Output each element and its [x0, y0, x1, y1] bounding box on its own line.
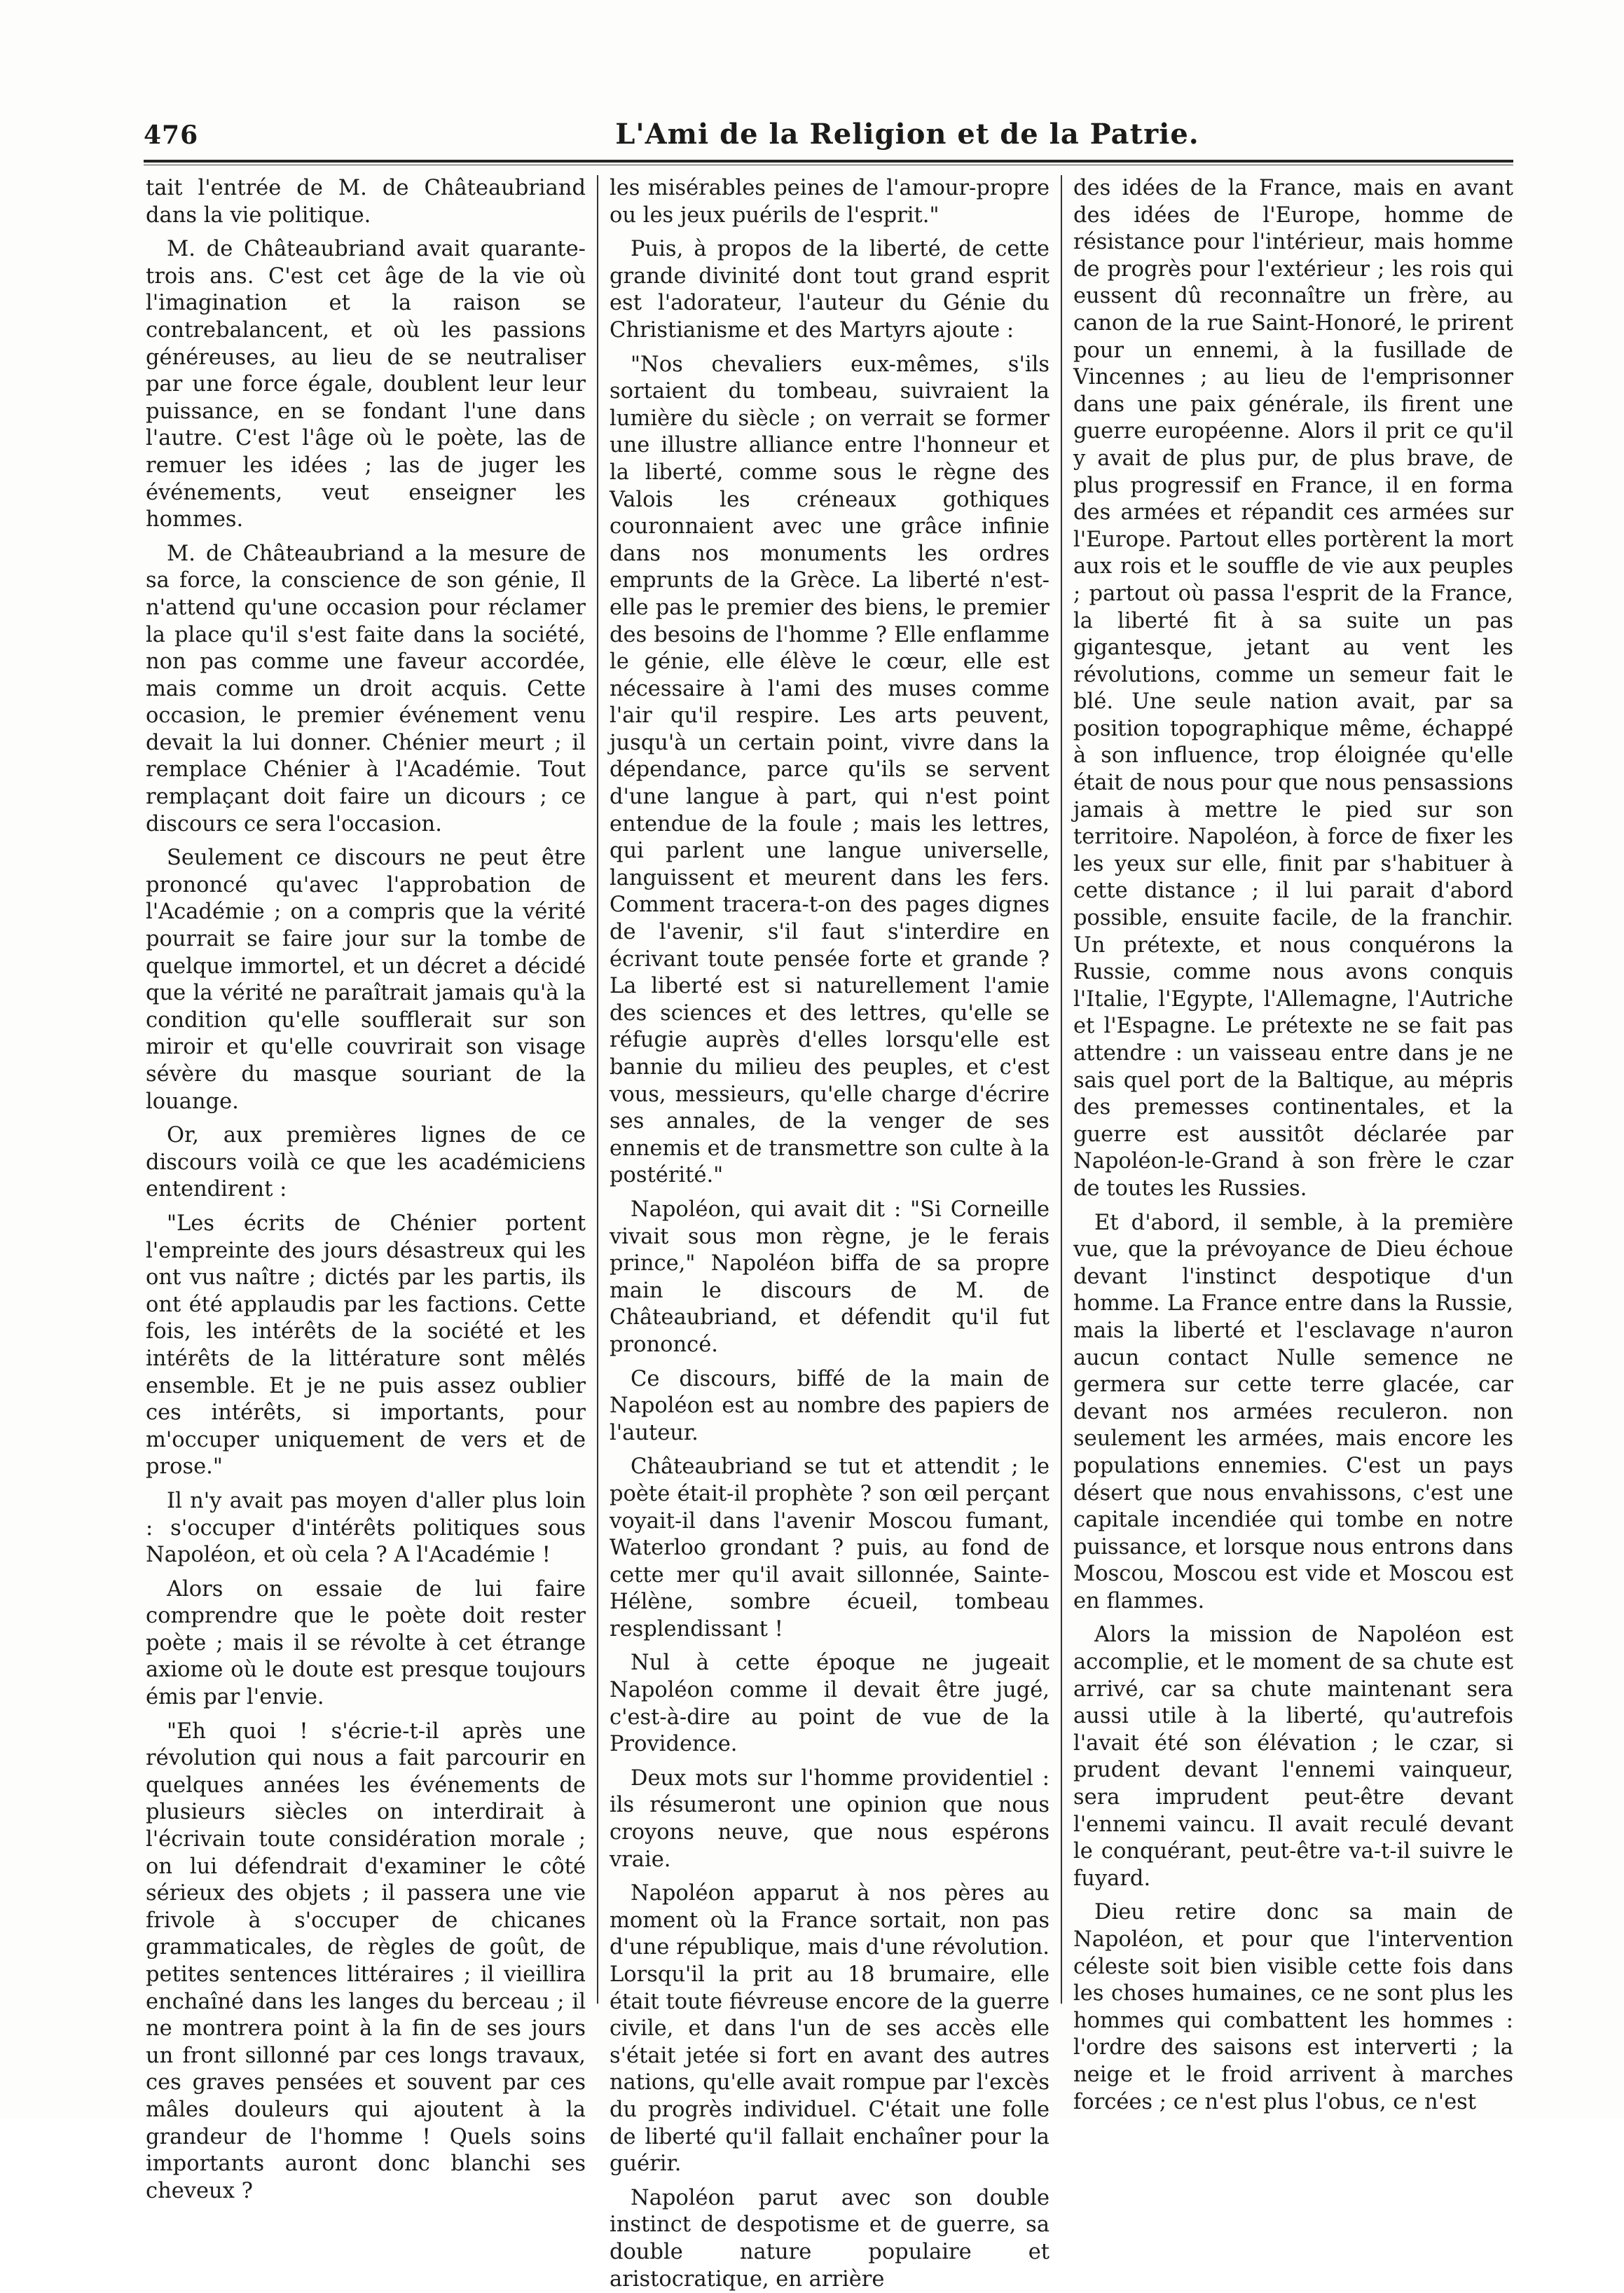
paragraph: tait l'entrée de M. de Châteaubriand dans la vie politique.	[146, 176, 586, 228]
paragraph: Deux mots sur l'homme providentiel : ils résumeront une opinion que nous croyons neuve, que nous espérons vraie.	[610, 1765, 1050, 1872]
paragraph: "Eh quoi ! s'écrie-t-il après une révolution qui nous a fait parcourir en quelques années les événements de plusieurs siècles on interdirait à l'écrivain toute considération morale ; on lui défendrait d'examiner le côté sérieux des objets ; il passera une vie frivole à s'occuper de chicanes grammaticales, de règles de goût, de petites sentences littéraires ; il vieillira enchaîné dans les langes du berceau ; il ne montrera point à la fin de ses jours un front sillonné par ces longs travaux, ces graves pensées et souvent par ces mâles douleurs qui ajoutent à la grandeur de l'homme ! Quels soins importants auront donc blanchi ses cheveux ?	[146, 1719, 586, 2203]
running-title: L'Ami de la Religion et de la Patrie.	[615, 118, 1199, 151]
paragraph: Et d'abord, il semble, à la première vue, que la prévoyance de Dieu échoue devant l'instinct despotique d'un homme. La France entre dans la Russie, mais la liberté et l'esclavage n'auron aucun contact Nulle semence ne germera sur cette terre glacée, car devant nos armées reculeron. non seulement les armées, mais encore les populations ennemies. C'est un pays désert que nous envahissons, c'est une capitale incendiée qui tombe en notre puissance, et lorsque nous entrons dans Moscou, Moscou est vide et Moscou est en flammes.	[1073, 1210, 1513, 1613]
text-column-3	[1073, 175, 1513, 2114]
paragraph: Châteaubriand se tut et attendit ; le poète était-il prophète ? son œil perçant voyait-il dans l'avenir Moscou fumant, Waterloo grondant ? puis, au fond de cette mer qu'il avait sillonnée, Sainte-Hélène, sombre écueil, tombeau resplendissant !	[610, 1454, 1050, 1641]
paragraph: M. de Châteaubriand a la mesure de sa force, la conscience de son génie, Il n'attend qu'une occasion pour réclamer la place qu'il s'est faite dans la société, non pas comme une faveur accordée, mais comme un droit acquis. Cette occasion, le premier événement venu devait la lui donner. Chénier meurt ; il remplace Chénier à l'Académie. Tout remplaçant doit faire un dicours ; ce discours ce sera l'occasion.	[146, 541, 586, 836]
paragraph: Or, aux premières lignes de ce discours voilà ce que les académiciens entendirent :	[146, 1123, 586, 1202]
paragraph: Nul à cette époque ne jugeait Napoléon comme il devait être jugé, c'est-à-dire au point de vue de la Providence.	[610, 1651, 1050, 1757]
paragraph: Dieu retire donc sa main de Napoléon, et pour que l'intervention céleste soit bien visible cette fois dans les choses humaines, ce ne sont plus les hommes qui combattent les hommes : l'ordre des saisons est interverti ; la neige et le froid arrivent à marches forcées ; ce n'est plus l'obus, ce n'est	[1073, 1900, 1513, 2114]
paragraph: Napoléon, qui avait dit : "Si Corneille vivait sous mon règne, je le ferais prince," Napoléon biffa de sa propre main le discours de M. de Châteaubriand, et défendit qu'il fut prononcé.	[610, 1197, 1050, 1357]
text-column-1	[146, 175, 586, 2203]
text-column-2	[610, 175, 1050, 2292]
paragraph: des idées de la France, mais en avant des idées de l'Europe, homme de résistance pour l'intérieur, mais homme de progrès pour l'extérieur ; les rois qui eussent dû reconnaître un frère, au canon de la rue Saint-Honoré, le prirent pour un ennemi, à la fusillade de Vincennes ; au lieu de l'emprisonner dans une paix générale, ils firent une guerre européenne. Alors il prit ce qu'il y avait de plus pur, de plus brave, de plus progressif en France, il en forma des armées et répandit ces armées sur l'Europe. Partout elles portèrent la mort aux rois et le souffle de vie aux peuples ; partout où passa l'esprit de la France, la liberté fit à sa suite un pas gigantesque, jetant au vent les révolutions, comme un semeur fait le blé. Une seule nation avait, par sa position topographique même, échappé à son influence, trop éloignée qu'elle était de nous pour que nous pensassions jamais à mettre le pied sur son territoire. Napoléon, à force de fixer les les yeux sur elle, finit par s'habituer à cette distance ; il lui parait d'abord possible, ensuite facile, de la franchir. Un prétexte, et nous conquérons la Russie, comme nous avons conquis l'Italie, l'Egypte, l'Allemagne, l'Autriche et l'Espagne. Le prétexte ne se fait pas attendre : un vaisseau entre dans je ne sais quel port de la Baltique, au mépris des premesses continentales, et la guerre est aussitôt déclarée par Napoléon-le-Grand à son frère le czar de toutes les Russies.	[1073, 176, 1513, 1201]
page-header	[144, 112, 1513, 161]
column-divider	[597, 175, 598, 2004]
paragraph: M. de Châteaubriand avait quarante-trois ans. C'est cet âge de la vie où l'imagination et la raison se contrebalancent, et où les passions généreuses, au lieu de se neutraliser par une force égale, doublent leur leur puissance, en se fondant l'une dans l'autre. C'est l'âge où le poète, las de remuer les idées ; las de juger les événements, veut enseigner les hommes.	[146, 237, 586, 532]
paragraph: Il n'y avait pas moyen d'aller plus loin : s'occuper d'intérêts politiques sous Napoléon, et où cela ? A l'Académie !	[146, 1488, 586, 1568]
column-divider	[1061, 175, 1062, 2004]
paragraph: "Les écrits de Chénier portent l'empreinte des jours désastreux qui les ont vus naître ; dictés par les partis, ils ont été applaudis par les factions. Cette fois, les intérêts de la société et les intérêts de la littérature sont mêlés ensemble. Et je ne puis assez oublier ces intérêts, si importants, pour m'occuper uniquement de vers et de prose."	[146, 1211, 586, 1480]
paragraph: Alors la mission de Napoléon est accomplie, et le moment de sa chute est arrivé, car sa chute maintenant sera aussi utile à la liberté, qu'autrefois l'avait été son élévation ; le czar, si prudent devant l'ennemi vainqueur, sera imprudent peut-être devant l'ennemi vaincu. Il avait reculé devant le conquérant, peut-être va-t-il suivre le fuyard.	[1073, 1623, 1513, 1891]
paragraph: Seulement ce discours ne peut être prononcé qu'avec l'approbation de l'Académie ; on a compris que la vérité pourrait se faire jour sur la tombe de quelque immortel, et un décret a décidé que la vérité ne paraîtrait jamais qu'à la condition qu'elle soufflerait sur son miroir et qu'elle couvrirait son visage sévère du masque souriant de la louange.	[146, 846, 586, 1114]
paragraph: Napoléon parut avec son double instinct de despotisme et de guerre, sa double nature populaire et aristocratique, en arrière	[610, 2185, 1050, 2292]
paragraph: Alors on essaie de lui faire comprendre que le poète doit rester poète ; mais il se révolte à cet étrange axiome où le doute est presque toujours émis par l'envie.	[146, 1576, 586, 1710]
paragraph: Puis, à propos de la liberté, de cette grande divinité dont tout grand esprit est l'adorateur, l'auteur du Génie du Christianisme et des Martyrs ajoute :	[610, 237, 1050, 343]
paragraph: Napoléon apparut à nos pères au moment où la France sortait, non pas d'une république, mais d'une révolution. Lorsqu'il la prit au 18 brumaire, elle était toute fiévreuse encore de la guerre civile, et dans l'un de ses accès elle s'était jetée si fort en avant des autres nations, qu'elle avait rompue par l'excès du progrès individuel. C'était une folle de liberté qu'il fallait enchaîner pour la guérir.	[610, 1881, 1050, 2177]
page-number: 476	[144, 120, 199, 150]
paragraph: les misérables peines de l'amour-propre ou les jeux puérils de l'esprit."	[610, 176, 1050, 228]
header-rule	[144, 160, 1513, 165]
paragraph: Ce discours, biffé de la main de Napoléon est au nombre des papiers de l'auteur.	[610, 1366, 1050, 1445]
paragraph: "Nos chevaliers eux-mêmes, s'ils sortaient du tombeau, suivraient la lumière du siècle ; on verrait se former une illustre alliance entre l'honneur et la liberté, comme sous le règne des Valois les créneaux gothiques couronnaient avec une grâce infinie dans nos monuments les ordres emprunts de la Grèce. La liberté n'est-elle pas le premier des biens, le premier des besoins de l'homme ? Elle enflamme le génie, elle élève le cœur, elle est nécessaire à l'ami des muses comme l'air qu'il respire. Les arts peuvent, jusqu'à un certain point, vivre dans la dépendance, parce qu'ils se servent d'une langue à part, qui n'est point entendue de la foule ; mais les lettres, qui parlent une langue universelle, languissent et meurent dans les fers. Comment tracera-t-on des pages dignes de l'avenir, s'il faut s'interdire en écrivant toute pensée forte et grande ? La liberté est si naturellement l'amie des sciences et des lettres, qu'elle se réfugie auprès d'elles lorsqu'elle est bannie du milieu des peuples, et c'est vous, messieurs, qu'elle charge d'écrire ses annales, de la venger de ses ennemis et de transmettre son culte à la postérité."	[610, 352, 1050, 1188]
